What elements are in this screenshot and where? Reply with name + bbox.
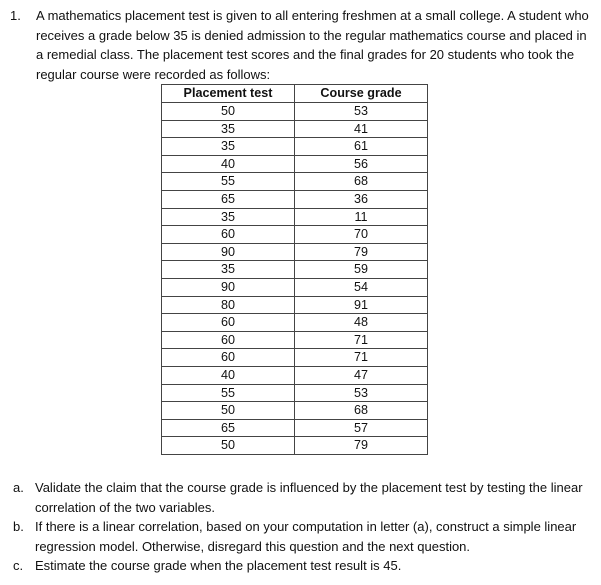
placement-test-cell: 35 [162,120,295,138]
course-grade-cell: 47 [295,366,428,384]
course-grade-cell: 53 [295,103,428,121]
placement-test-cell: 60 [162,226,295,244]
course-grade-cell: 36 [295,190,428,208]
course-grade-cell: 59 [295,261,428,279]
table-row [162,138,428,156]
table-row [162,226,428,244]
placement-test-cell: 60 [162,331,295,349]
table-row [162,366,428,384]
course-grade-cell: 41 [295,120,428,138]
course-grade-cell: 79 [295,243,428,261]
placement-test-cell: 60 [162,349,295,367]
course-grade-cell: 70 [295,226,428,244]
table-header-row [162,85,428,103]
placement-test-cell: 55 [162,384,295,402]
placement-test-cell: 50 [162,437,295,455]
table-row [162,349,428,367]
placement-test-cell: 60 [162,314,295,332]
table-row [162,190,428,208]
table-row [162,120,428,138]
course-grade-cell: 68 [295,402,428,420]
course-grade-cell: 71 [295,349,428,367]
subquestion-letter: c. [13,558,24,573]
table-row [162,402,428,420]
placement-test-cell: 35 [162,261,295,279]
question-text: A mathematics placement test is given to all entering freshmen at a small college. A student who receives a grade below 35 is denied admission to the regular mathematics course and placed in a remedial class. The placement test scores and the final grades for 20 students who took the regular course were recorded as follows: [36,8,589,82]
table-row [162,296,428,314]
course-grade-cell: 79 [295,437,428,455]
table-row [162,155,428,173]
table-row [162,103,428,121]
subquestion-text: Estimate the course grade when the placement test result is 45. [35,558,402,573]
placement-test-cell: 80 [162,296,295,314]
placement-test-cell: 50 [162,103,295,121]
subquestion-b [13,517,591,556]
placement-test-cell: 55 [162,173,295,191]
placement-test-cell: 40 [162,366,295,384]
course-grade-cell: 61 [295,138,428,156]
scores-table [161,84,428,455]
course-grade-cell: 91 [295,296,428,314]
course-grade-cell: 54 [295,278,428,296]
table-row [162,314,428,332]
header-placement-test: Placement test [162,85,295,103]
table-row [162,208,428,226]
placement-test-cell: 90 [162,278,295,296]
course-grade-cell: 56 [295,155,428,173]
header-course-grade: Course grade [295,85,428,103]
table-row [162,243,428,261]
course-grade-cell: 53 [295,384,428,402]
table-row [162,278,428,296]
subquestion-a [13,478,591,517]
placement-test-cell: 40 [162,155,295,173]
question-number: 1. [10,8,21,23]
placement-test-cell: 50 [162,402,295,420]
subquestion-c [13,556,591,576]
table-row [162,173,428,191]
subquestion-text: If there is a linear correlation, based on your computation in letter (a), construct a simple linear regression model. Otherwise, disregard this question and the next question. [35,519,577,554]
course-grade-cell: 71 [295,331,428,349]
subquestion-letter: a. [13,480,24,495]
table-row [162,261,428,279]
question-1 [10,6,590,84]
table-row [162,384,428,402]
placement-test-cell: 65 [162,419,295,437]
table-row [162,419,428,437]
table-row [162,437,428,455]
subquestion-text: Validate the claim that the course grade is influenced by the placement test by testing the linear correlation of the two variables. [35,480,583,515]
course-grade-cell: 48 [295,314,428,332]
course-grade-cell: 11 [295,208,428,226]
course-grade-cell: 68 [295,173,428,191]
placement-test-cell: 35 [162,208,295,226]
placement-test-cell: 65 [162,190,295,208]
subquestion-letter: b. [13,519,24,534]
placement-test-cell: 90 [162,243,295,261]
table-row [162,331,428,349]
course-grade-cell: 57 [295,419,428,437]
placement-test-cell: 35 [162,138,295,156]
